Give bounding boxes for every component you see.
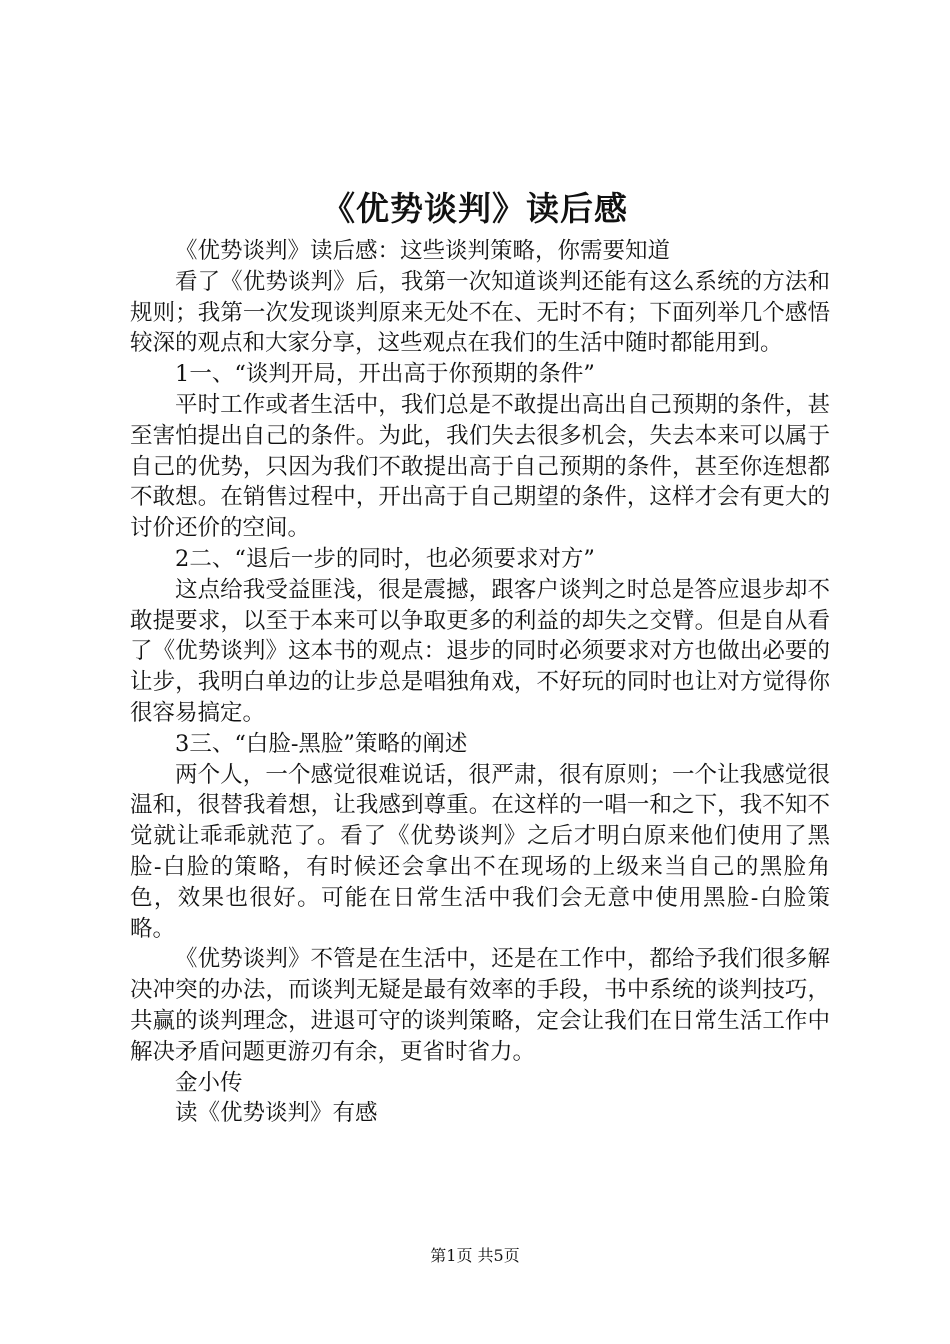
page-footer: 第1页 共5页: [430, 1246, 520, 1265]
section-paragraph-1: 平时工作或者生活中，我们总是不敢提出高出自己预期的条件，甚至害怕提出自己的条件。为此，我们失去很多机会，失去本来可以属于自己的优势，只因为我们不敢提出高于自己预期的条件，甚至你连想都不敢想。在销售过程中，开出高于自己期望的条件，这样才会有更大的讨价还价的空间。: [130, 391, 830, 542]
next-article-title: 读《优势谈判》有感: [175, 1100, 378, 1127]
author-name: 金小传: [175, 1069, 243, 1096]
section-heading-1: 1一、“谈判开局，开出高于你预期的条件”: [175, 361, 595, 388]
section-paragraph-2: 这点给我受益匪浅，很是震撼，跟客户谈判之时总是答应退步却不敢提要求，以至于本来可以争取更多的利益的却失之交臂。但是自从看了《优势谈判》这本书的观点：退步的同时必须要求对方也做出必要的让步，我明白单边的让步总是唱独角戏，不好玩的同时也让对方觉得你很容易搞定。: [130, 576, 830, 726]
conclusion-paragraph: 《优势谈判》不管是在生活中，还是在工作中，都给予我们很多解决冲突的办法，而谈判无疑是最有效率的手段，书中系统的谈判技巧，共赢的谈判理念，进退可守的谈判策略，定会让我们在日常生活工作中解决矛盾问题更游刃有余，更省时省力。: [130, 946, 830, 1065]
section-heading-2: 2二、“退后一步的同时，也必须要求对方”: [175, 545, 595, 572]
document-title: 《优势谈判》读后感: [322, 189, 628, 228]
document-body: [130, 236, 830, 1129]
section-paragraph-3: 两个人，一个感觉很难说话，很严肃，很有原则；一个让我感觉很温和，很替我着想，让我感到尊重。在这样的一唱一和之下，我不知不觉就让乖乖就范了。看了《优势谈判》之后才明白原来他们使用了黑脸-白脸的策略，有时候还会拿出不在现场的上级来当自己的黑脸角色，效果也很好。可能在日常生活中我们会无意中使用黑脸-白脸策略。: [130, 761, 830, 942]
subtitle-paragraph: 《优势谈判》读后感：这些谈判策略，你需要知道: [175, 238, 671, 264]
section-heading-3: 3三、“白脸-黑脸”策略的阐述: [175, 730, 468, 757]
intro-paragraph: 看了《优势谈判》后，我第一次知道谈判还能有这么系统的方法和规则；我第一次发现谈判原来无处不在、无时不有；下面列举几个感悟较深的观点和大家分享，这些观点在我们的生活中随时都能用到。: [130, 268, 830, 357]
